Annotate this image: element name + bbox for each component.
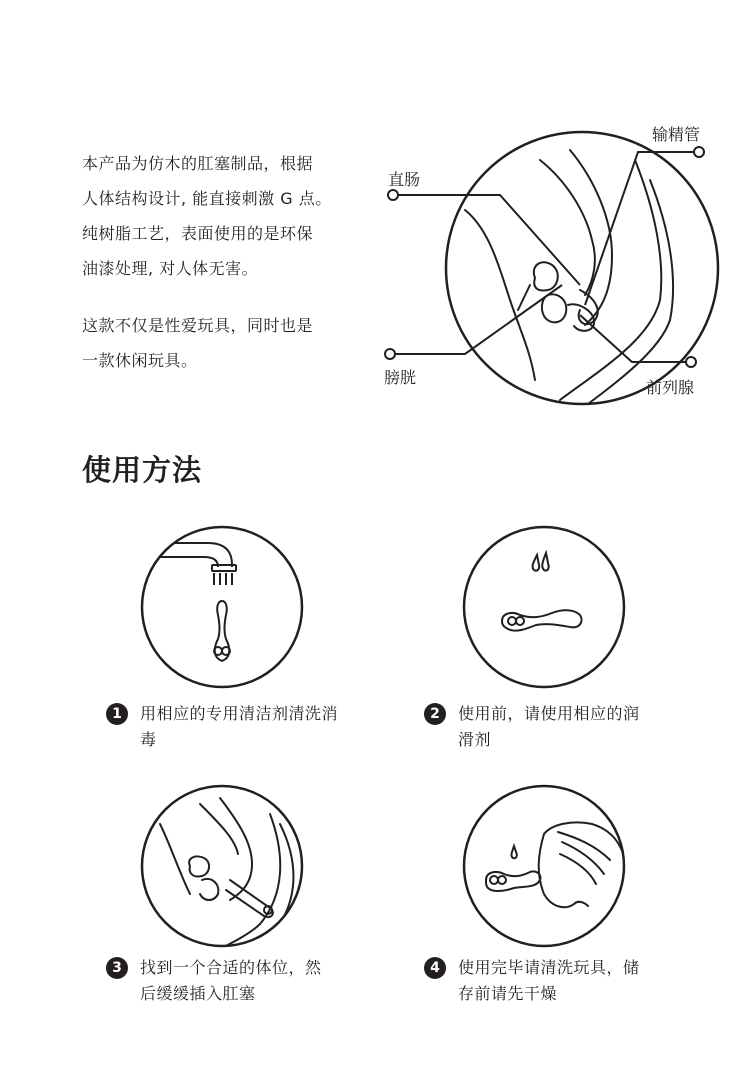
step-text-line: 找到一个合适的体位，然: [140, 958, 322, 977]
step1-illustration: [140, 525, 304, 689]
intro-line: 本产品为仿木的肛塞制品，根据: [82, 154, 314, 173]
step-2: [424, 701, 674, 753]
label-prostate: 前列腺: [646, 378, 695, 397]
step-text-line: 滑剂: [458, 730, 492, 749]
step-text-line: 用相应的专用清洁剂清洗消: [140, 704, 339, 723]
step-text-line: 毒: [140, 730, 157, 749]
step-3: [106, 955, 356, 1007]
label-vas-deferens: 输精管: [652, 125, 701, 144]
intro-line: 这款不仅是性爱玩具，同时也是: [82, 316, 314, 335]
step-1: [106, 701, 356, 753]
step-number-badge: 2: [424, 703, 446, 725]
step-text: [140, 955, 322, 1007]
step-number-badge: 1: [106, 703, 128, 725]
step-text: [458, 701, 640, 753]
step-4: [424, 955, 674, 1007]
step-number-badge: 4: [424, 957, 446, 979]
anatomy-diagram: [380, 120, 720, 400]
step-text-line: 使用完毕请清洗玩具，储: [458, 958, 640, 977]
label-rectum: 直肠: [388, 170, 421, 189]
label-bladder: 膀胱: [384, 368, 417, 387]
intro-line: 油漆处理, 对人体无害。: [82, 259, 259, 278]
step-text-line: 后缓缓插入肛塞: [140, 984, 256, 1003]
intro-line: 纯树脂工艺，表面使用的是环保: [82, 224, 314, 243]
step-text: [140, 701, 338, 753]
step2-illustration: [462, 525, 626, 689]
intro-text: [82, 146, 372, 378]
step-text-line: 使用前，请使用相应的润: [458, 704, 640, 723]
step3-illustration: [140, 784, 304, 948]
step4-illustration: [462, 784, 626, 948]
intro-line: 人体结构设计, 能直接刺激 G 点。: [82, 189, 332, 208]
intro-line: 一款休闲玩具。: [82, 351, 198, 370]
step-text-line: 存前请先干燥: [458, 984, 558, 1003]
step-text: [458, 955, 640, 1007]
usage-title: 使用方法: [82, 453, 203, 487]
step-number-badge: 3: [106, 957, 128, 979]
